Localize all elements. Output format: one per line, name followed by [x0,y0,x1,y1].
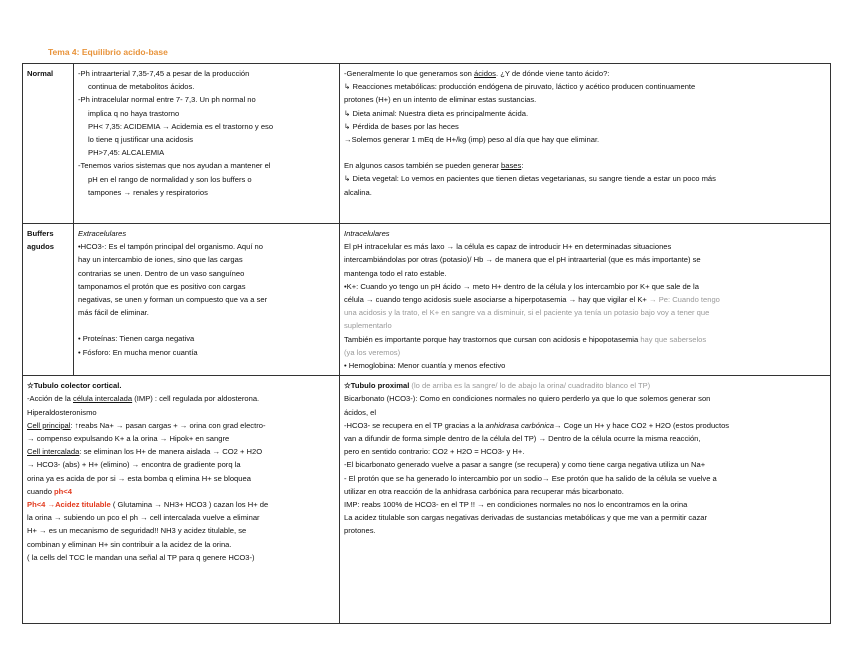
text-line: → HCO3- (abs) + H+ (elimino) → encontra de gradiente porq la [27,460,241,470]
text-line: - El protón que se ha generado lo intercambio por un sodio→ Ese protón que ha salido de la célula se vuelve a [344,473,717,483]
text-line: -El bicarbonato generado vuelve a pasar a sangre (se recupera) y como tiene carga negativa utiliza un Na+ [344,460,706,470]
text-fragment: → Coge un H+ y hace CO2 + H2O (estos productos [553,420,730,430]
row-buffers [23,224,831,376]
text-line: hay un intercambio de iones, sino que las cargas [78,255,243,265]
text-line: ↳ Pérdida de bases por las heces [344,121,459,131]
text-line: ácidos, el [344,407,377,417]
text-line [27,498,335,511]
section-heading: Extracelulares [78,229,127,238]
gray-note: (ya los veremos) [344,347,401,357]
text-line: implica q no haya trastorno [88,108,180,118]
text-fragment: (IMP) : cell regulada por aldosterona. [132,394,260,404]
text-fragment: cuando [27,486,55,496]
italic-term: anhidrasa carbónica [485,420,554,430]
text-fragment: -HCO3- se recupera en el TP gracias a la [344,420,486,430]
text-fragment: En algunos casos también se pueden generar [344,161,502,171]
gray-note: → Pe: Cuando tengo [648,295,720,305]
text-line: La acidez titulable son cargas negativas derivadas de sustancias metabólicas y que me van a permitir cazar [344,513,708,523]
text-line: ( la cells del TCC le mandan una señal al TP para q genere HCO3-) [27,552,255,562]
text-line: ↳ Dieta vegetal: Lo vemos en pacientes que tienen dietas vegetarianas, su sangre tiende a estar un poco más [344,174,716,184]
text-line [27,485,335,498]
text-line: combinan y eliminan H+ sin contribuir a la acidez de la orina. [27,539,232,549]
underlined-term: ácidos [474,69,496,78]
text-line: protones (H+) en un intento de eliminar estas sustancias. [344,95,537,105]
text-line [27,392,335,405]
text-line: PH< 7,35: ACIDEMIA → Acidemia es el trastorno y eso [88,121,274,131]
text-line [344,379,826,392]
text-line: tamponamos el protón que es positivo con cargas [78,281,246,291]
text-line [344,293,826,306]
text-line: contrarias se unen. Dentro de un vaso sanguíneo [78,268,245,278]
text-fragment: célula → cuando tengo acidosis suele asociarse a hiperpotasemia → hay que vigilar el K+ [344,295,649,305]
gray-note: (lo de arriba es la sangre/ lo de abajo la orina/ cuadradito blanco el TP) [409,381,651,391]
text-line [27,419,335,432]
text-line [344,159,826,172]
gray-note: una acidosis y la trato, el K+ en sangre va a disminuir, si el paciente ya tenía un potasio bajo voy a tener que [344,308,710,318]
text-line: más fácil de eliminar. [78,308,149,318]
text-fragment: -Acción de la [27,394,74,404]
row-label-normal: Normal [23,64,74,224]
text-line: pero en sentido contrario: CO2 + H2O = HCO3- y H+. [344,447,525,457]
text-line: -Ph intraarterial 7,35-7,45 a pesar de la producción [78,69,250,78]
text-line: la orina → subiendo un pco el ph → cell intercalada vuelve a eliminar [27,513,260,523]
text-line: Hiperaldosteronismo [27,407,97,417]
text-line: van a difundir de forma simple dentro de la célula del TP) → Dentro de la célula ocurre la misma reacción, [344,434,701,444]
text-line: PH>7,45: ALCALEMIA [88,148,165,158]
text-line: → compenso expulsando K+ a la orina → Hipok+ en sangre [27,434,230,444]
red-highlight: ph<4 [54,486,72,496]
text-line: utilizar en otra reacción de la anhidrasa carbónica para recuperar más bicarbonato. [344,486,624,496]
text-fragment: -Generalmente lo que generamos son [344,69,475,78]
text-line: El pH intracelular es más laxo → la célula es capaz de introducir H+ en determinadas situaciones [344,242,672,252]
text-line: • Hemoglobina: Menor cuantía y menos efectivo [344,361,506,371]
text-line: negativas, se unen y forman un compuesto que va a ser [78,295,268,305]
text-line: lo tiene q justificar una acidosis [88,135,194,145]
text-line: • Proteínas: Tienen carga negativa [78,334,195,344]
text-line: alcalina. [344,187,372,197]
row-tubulos [23,376,831,624]
underlined-term: bases [501,161,522,171]
spacer [78,319,335,332]
text-line: continua de metabolitos ácidos. [88,82,195,92]
text-line: H+ → es un mecanismo de seguridad!! NH3 y acidez titulable, se [27,526,247,536]
text-line: •K+: Cuando yo tengo un pH ácido → meto H+ dentro de la célula y los intercambio por K+ que sale de la [344,281,699,291]
text-line: →Solemos generar 1 mEq de H+/kg (imp) peso al día que hay que eliminar. [344,135,600,145]
text-line: tampones → renales y respiratorios [88,187,208,197]
text-line: -Tenemos varios sistemas que nos ayudan a mantener el [78,161,271,171]
row-label-buffers: Buffers agudos [23,224,74,376]
buffers-right-cell [340,224,831,376]
gray-note: suplementarlo [344,321,392,331]
text-fragment: También es importante porque hay trastornos que cursan con acidosis e hipopotasemia [344,334,641,344]
buffers-left-cell [74,224,340,376]
text-fragment: ( Glutamina → NH3+ HCO3 ) cazan los H+ de [110,500,269,510]
text-line [344,419,826,432]
tubulo-colector-cell [23,376,340,624]
text-line: ↳ Dieta animal: Nuestra dieta es principalmente ácida. [344,108,529,118]
text-line [344,67,826,80]
text-line: protones. [344,526,376,536]
page-title: Tema 4: Equilibrio acido-base [48,47,168,57]
text-line: -Ph intracelular normal entre 7- 7,3. Un ph normal no [78,95,256,105]
underlined-term: célula intercalada [73,394,133,404]
text-line: orina ya es acida de por si → esta bomba q elimina H+ se bloquea [27,473,251,483]
text-line: intercambiándolas por otras (potasio)/ Hb → de manera que el pH intraarterial (que es más importante) se [344,255,701,265]
text-line: pH en el rango de normalidad y son los buffers o [88,174,252,184]
text-fragment: : [521,161,524,171]
text-line [27,445,335,458]
normal-right-cell [340,64,831,224]
text-line: mantenga todo el rato estable. [344,268,447,278]
notes-table [22,63,831,624]
text-fragment: . ¿Y de dónde viene tanto ácido?: [495,69,610,78]
text-line: Bicarbonato (HCO3-): Como en condiciones normales no quiero perderlo ya que lo que solemos generar son [344,394,711,404]
underlined-term: Cell principal [27,420,71,430]
text-line: ↳ Reacciones metabólicas: producción endógena de piruvato, láctico y acético producen continuamente [344,82,696,92]
tubulo-proximal-cell [340,376,831,624]
text-fragment: : se eliminan los H+ de manera aislada → CO2 + H2O [79,447,263,457]
section-heading: ☆Tubulo proximal [344,381,410,391]
spacer [344,146,826,159]
text-line: • Fósforo: En mucha menor cuantía [78,347,198,357]
red-highlight: Ph<4 →Acidez titulable [27,500,111,510]
text-fragment: : ↑reabs Na+ → pasan cargas + → orina con grad electro- [70,420,266,430]
underlined-term: Cell intercalada [27,447,80,457]
row-normal [23,64,831,224]
text-line: •HCO3-: Es el tampón principal del organismo. Aquí no [78,242,264,252]
normal-left-cell [74,64,340,224]
gray-note: hay que saberselos [640,334,707,344]
section-heading: Intracelulares [344,229,390,238]
section-heading: ☆Tubulo colector cortical. [27,381,122,391]
text-line [344,333,826,346]
text-line: IMP: reabs 100% de HCO3- en el TP !! → en condiciones normales no nos lo encontramos en la orina [344,500,688,510]
